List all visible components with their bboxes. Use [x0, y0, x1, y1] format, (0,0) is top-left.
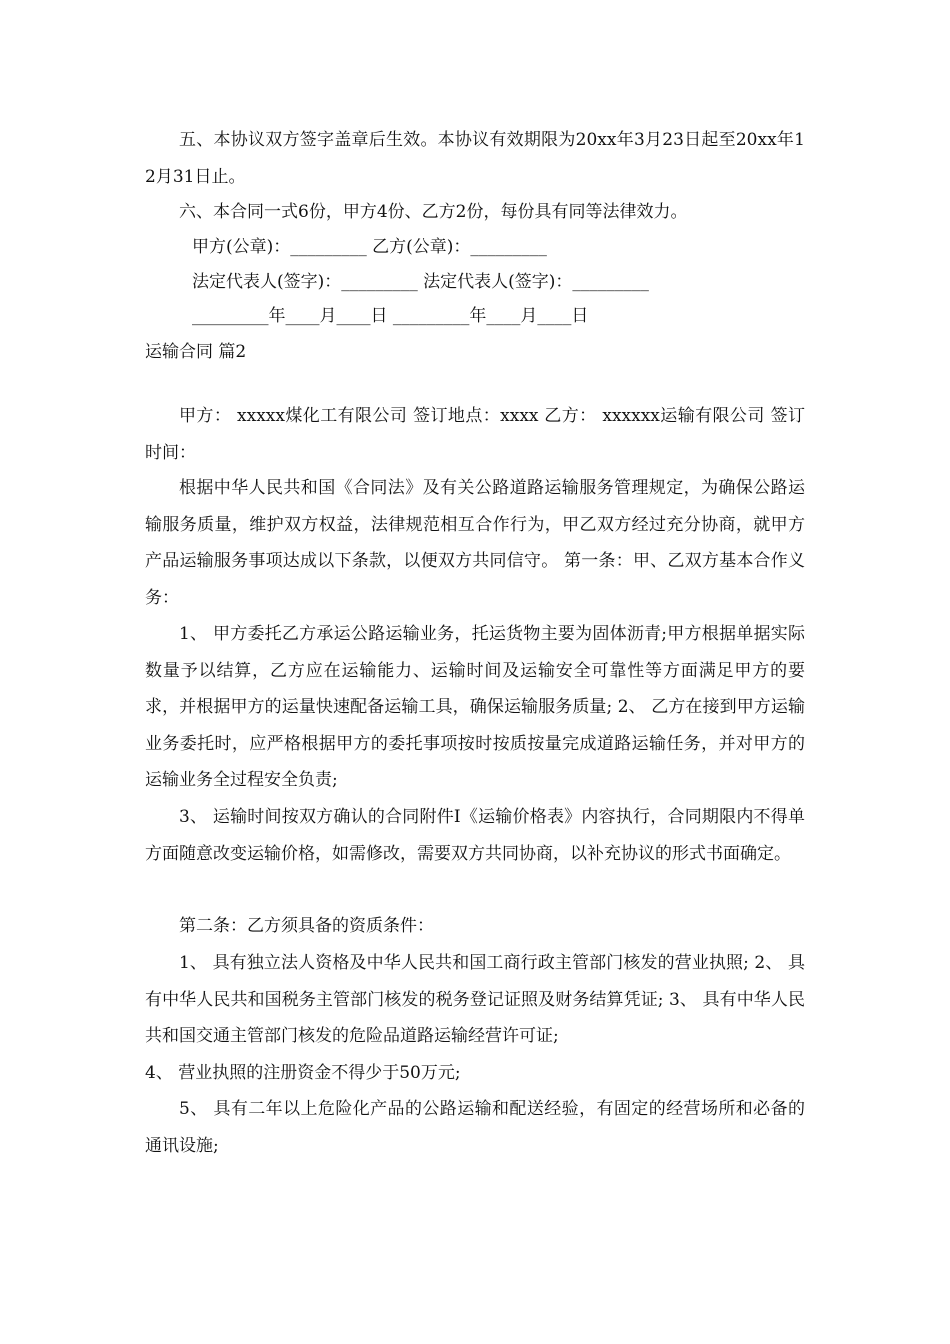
- article-5-paragraph: 五、本协议双方签字盖章后生效。本协议有效期限为20xx年3月23日起至20xx年12月31日止。: [145, 130, 805, 187]
- qualification-4-paragraph: 4、 营业执照的注册资金不得少于50万元;: [145, 1063, 461, 1083]
- seal-signature-line: 甲方(公章)：_________ 乙方(公章)：_________: [192, 237, 547, 257]
- date-signature-line: _________年____月____日 _________年____月____日: [192, 306, 589, 326]
- duty-1-2-paragraph: 1、 甲方委托乙方承运公路运输业务，托运货物主要为固体沥青;甲方根据单据实际数量予以结算，乙方应在运输能力、运输时间及运输安全可靠性等方面满足甲方的要求，并根据甲方的运量快速配备运输工具，确保运输服务质量; 2、 乙方在接到甲方运输业务委托时，应严格根据甲方的委托事项按时按质按量完成道路运输任务，并对甲方的运输业务全过程安全负责;: [145, 624, 805, 790]
- section-title: 运输合同 篇2: [145, 342, 247, 362]
- qualification-5-paragraph: 5、 具有二年以上危险化产品的公路运输和配送经验，有固定的经营场所和必备的通讯设施;: [145, 1099, 805, 1156]
- intro-paragraph: 根据中华人民共和国《合同法》及有关公路道路运输服务管理规定，为确保公路运输服务质量，维护双方权益，法律规范相互合作行为，甲乙双方经过充分协商，就甲方产品运输服务事项达成以下条款，以便双方共同信守。 第一条：甲、乙双方基本合作义务：: [145, 478, 805, 608]
- representative-signature-line: 法定代表人(签字)：_________ 法定代表人(签字)：_________: [192, 272, 649, 292]
- article-6-paragraph: 六、本合同一式6份，甲方4份、乙方2份，每份具有同等法律效力。: [179, 202, 688, 222]
- duty-3-paragraph: 3、 运输时间按双方确认的合同附件I《运输价格表》内容执行，合同期限内不得单方面随意改变运输价格，如需修改，需要双方共同协商，以补充协议的形式书面确定。: [145, 807, 805, 864]
- article-2-heading: 第二条：乙方须具备的资质条件：: [179, 916, 434, 936]
- parties-paragraph: 甲方： xxxxx煤化工有限公司 签订地点：xxxx 乙方： xxxxxx运输有限公司 签订时间：: [145, 406, 805, 463]
- qualification-1-3-paragraph: 1、 具有独立法人资格及中华人民共和国工商行政主管部门核发的营业执照; 2、 具有中华人民共和国税务主管部门核发的税务登记证照及财务结算凭证; 3、 具有中华人民共和国交通主管部门核发的危险品道路运输经营许可证;: [145, 953, 805, 1046]
